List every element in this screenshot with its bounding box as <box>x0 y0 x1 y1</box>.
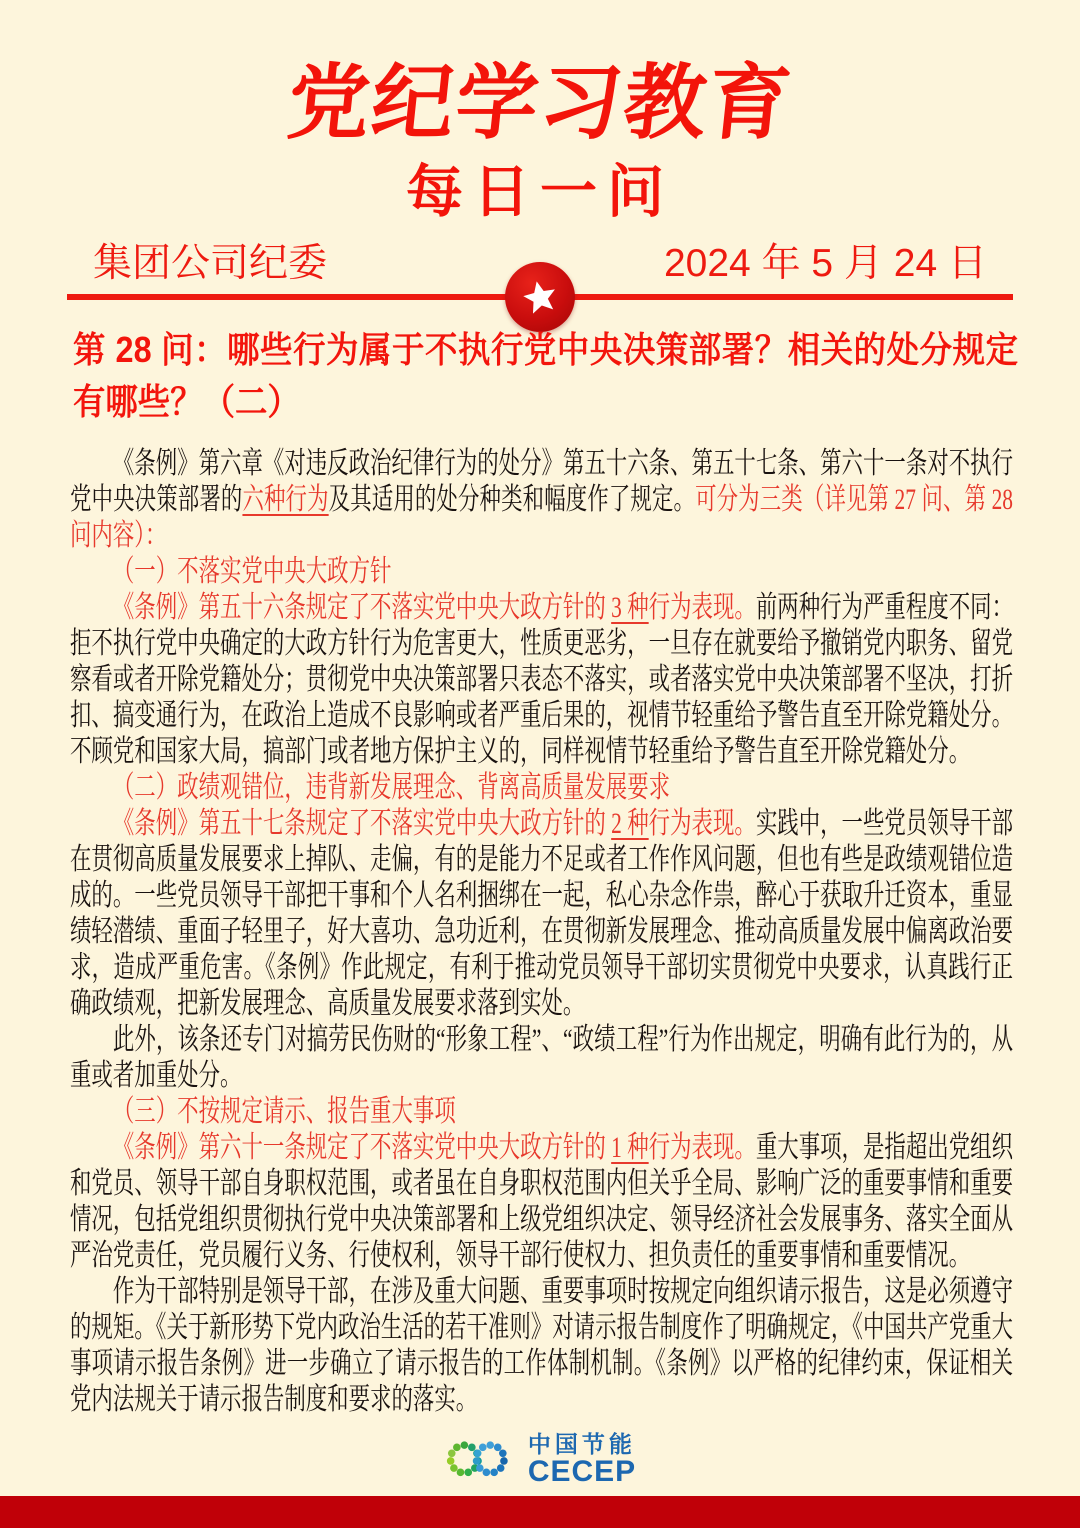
org-name: 集团公司纪委 <box>93 242 328 285</box>
bottom-bar <box>0 1496 1080 1528</box>
logo-name-cn: 中国节能 <box>527 1430 636 1457</box>
star-badge <box>505 262 575 332</box>
divider-line <box>67 294 1013 300</box>
page-title: 党纪学习教育 <box>283 58 797 149</box>
logo-name-en: CECEP <box>527 1454 637 1488</box>
p1-text-1: 《条例》第六章《对违反政治纪律行为的处分》第五十六条、第五十七条、第六十一条对不执行党中央决策部署的 <box>70 447 1014 516</box>
section-heading-1: （一）不落实党中央大政方针 <box>112 555 392 588</box>
p3-red-lead: 《条例》第五十七条规定了不落实党中央大政方针的 <box>112 807 612 840</box>
p2-red-underline: 3 种 <box>611 591 649 624</box>
section-heading-3: （三）不按规定请示、报告重大事项 <box>112 1095 456 1128</box>
p5-red-lead: 《条例》第六十一条规定了不落实党中央大政方针的 <box>112 1131 612 1164</box>
article-body <box>70 446 1013 1418</box>
p1-red-underline: 六种行为 <box>242 483 329 516</box>
p1-red-tail: 可分为三类（详见第 27 问、第 28 问内容）： <box>70 483 1014 552</box>
p3-red-underline: 2 种 <box>611 807 649 840</box>
issue-date: 2024 年 5 月 24 日 <box>663 242 987 285</box>
p1-text-2: 及其适用的处分种类和幅度作了规定。 <box>328 483 696 516</box>
footer-logo <box>0 1430 1080 1488</box>
paragraph-5 <box>70 1130 1013 1274</box>
cecep-rings-icon <box>444 1434 518 1484</box>
star-icon <box>516 273 563 320</box>
paragraph-6: 作为干部特别是领导干部，在涉及重大问题、重要事项时按规定向组织请示报告，这是必须遵守的规矩。《关于新形势下党内政治生活的若干准则》对请示报告制度作了明确规定，《中国共产党重大事项请示报告条例》进一步确立了请示报告的工作体制机制。《条例》以严格的纪律约束，保证相关党内法规关于请示报告制度和要求的落实。 <box>70 1275 1014 1416</box>
p3-red-tail: 行为表现。 <box>648 807 756 840</box>
logo-text <box>528 1432 636 1487</box>
section-heading-2: （二）政绩观错位，违背新发展理念、背离高质量发展要求 <box>112 771 671 804</box>
question-heading: 第 28 问：哪些行为属于不执行党中央决策部署？相关的处分规定有哪些？（二） <box>73 329 1018 422</box>
p2-red-tail: 行为表现。 <box>648 591 756 624</box>
p2-red-lead: 《条例》第五十六条规定了不落实党中央大政方针的 <box>112 591 612 624</box>
p5-text: 重大事项，是指超出党组织和党员、领导干部自身职权范围，或者虽在自身职权范围内但关乎全局、影响广泛的重要事情和重要情况，包括党组织贯彻执行党中央决策部署和上级党组织决定、领导经济社会发展事务、落实全面从严治党责任，党员履行义务、行使权利，领导干部行使权力、担负责任的重要事情和重要情况。 <box>70 1131 1014 1272</box>
paragraph-2 <box>70 590 1013 770</box>
paragraph-3 <box>70 806 1013 1022</box>
p2-text: 前两种行为严重程度不同：拒不执行党中央确定的大政方针行为危害更大，性质更恶劣，一旦存在就要给予撤销党内职务、留党察看或者开除党籍处分；贯彻党中央决策部署只表态不落实，或者落实党中央决策部署不坚决，打折扣、搞变通行为，在政治上造成不良影响或者严重后果的，视情节轻重给予警告直至开除党籍处分。不顾党和国家大局，搞部门或者地方保护主义的，同样视情节轻重给予警告直至开除党籍处分。 <box>70 591 1014 768</box>
p5-red-underline: 1 种 <box>611 1131 649 1164</box>
page-subtitle: 每日一问 <box>406 161 674 224</box>
p3-text: 实践中，一些党员领导干部在贯彻高质量发展要求上掉队、走偏，有的是能力不足或者工作作风问题，但也有些是政绩观错位造成的。一些党员领导干部把干事和个人名利捆绑在一起，私心杂念作祟，醉心于获取升迁资本，重显绩轻潜绩、重面子轻里子，好大喜功、急功近利，在贯彻新发展理念、推动高质量发展中偏离政治要求，造成严重危害。《条例》作此规定，有利于推动党员领导干部切实贯彻党中央要求，认真践行正确政绩观，把新发展理念、高质量发展要求落到实处。 <box>70 807 1014 1020</box>
paragraph-4: 此外，该条还专门对搞劳民伤财的“形象工程”、“政绩工程”行为作出规定，明确有此行为的，从重或者加重处分。 <box>70 1023 1014 1092</box>
paragraph-1 <box>70 446 1013 554</box>
p5-red-tail: 行为表现。 <box>648 1131 756 1164</box>
